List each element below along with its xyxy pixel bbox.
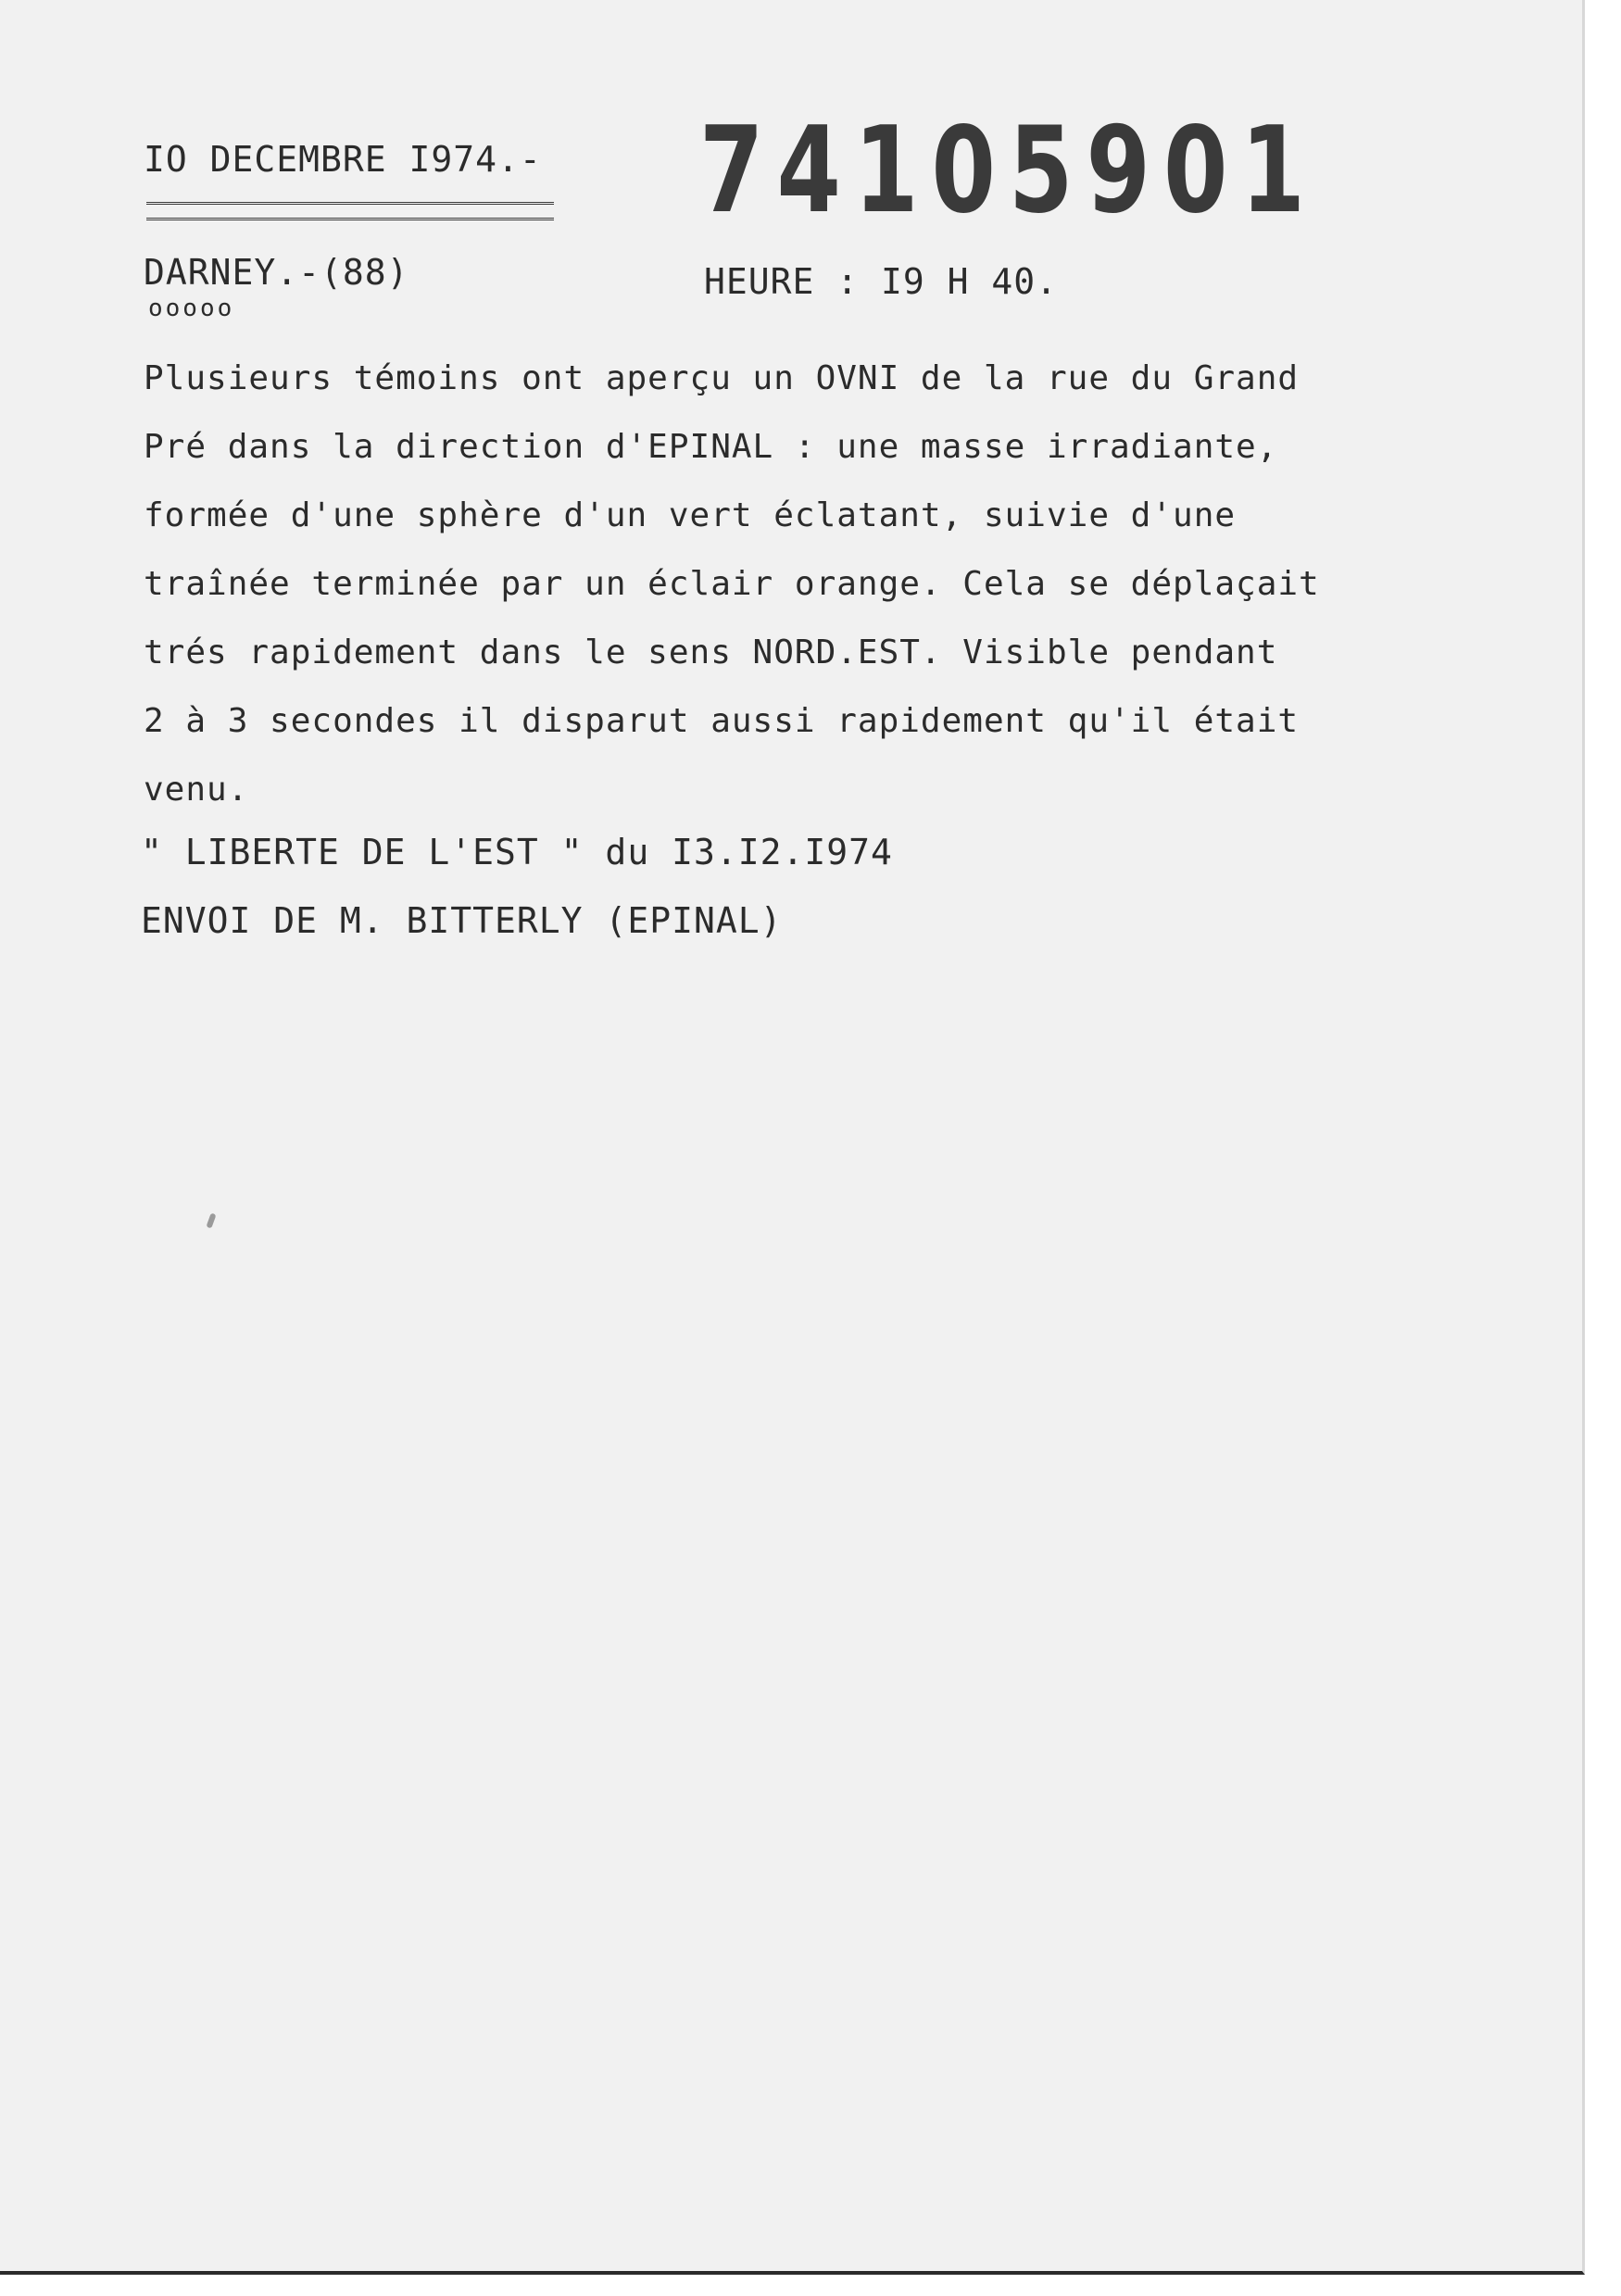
report-line: trés rapidement dans le sens NORD.EST. Visible pendant: [144, 634, 1278, 671]
report-line: Plusieurs témoins ont aperçu un OVNI de la rue du Grand: [144, 359, 1300, 397]
newspaper-source: " LIBERTE DE L'EST " du I3.I2.I974: [141, 832, 893, 872]
report-line: venu.: [144, 771, 249, 809]
report-line: traînée terminée par un éclair orange. Cela se déplaçait: [144, 565, 1320, 603]
reference-number: 74105901: [699, 102, 1319, 240]
paper-speck: [206, 1212, 216, 1228]
report-line: formée d'une sphère d'un vert éclatant, suivie d'une: [144, 496, 1237, 534]
report-body: [144, 345, 1514, 824]
report-line: Pré dans la direction d'EPINAL : une masse irradiante,: [144, 428, 1278, 466]
date-double-underline: [146, 202, 554, 220]
sender-line: ENVOI DE M. BITTERLY (EPINAL): [141, 900, 783, 941]
scan-margin: [1585, 0, 1621, 2296]
report-date: IO DECEMBRE I974.-: [144, 139, 542, 180]
report-line: 2 à 3 secondes il disparut aussi rapidement qu'il était: [144, 702, 1300, 740]
report-hour: HEURE : I9 H 40.: [704, 261, 1059, 302]
place-name: DARNEY.-(88): [144, 252, 409, 293]
place-underline: ooooo: [148, 295, 235, 322]
